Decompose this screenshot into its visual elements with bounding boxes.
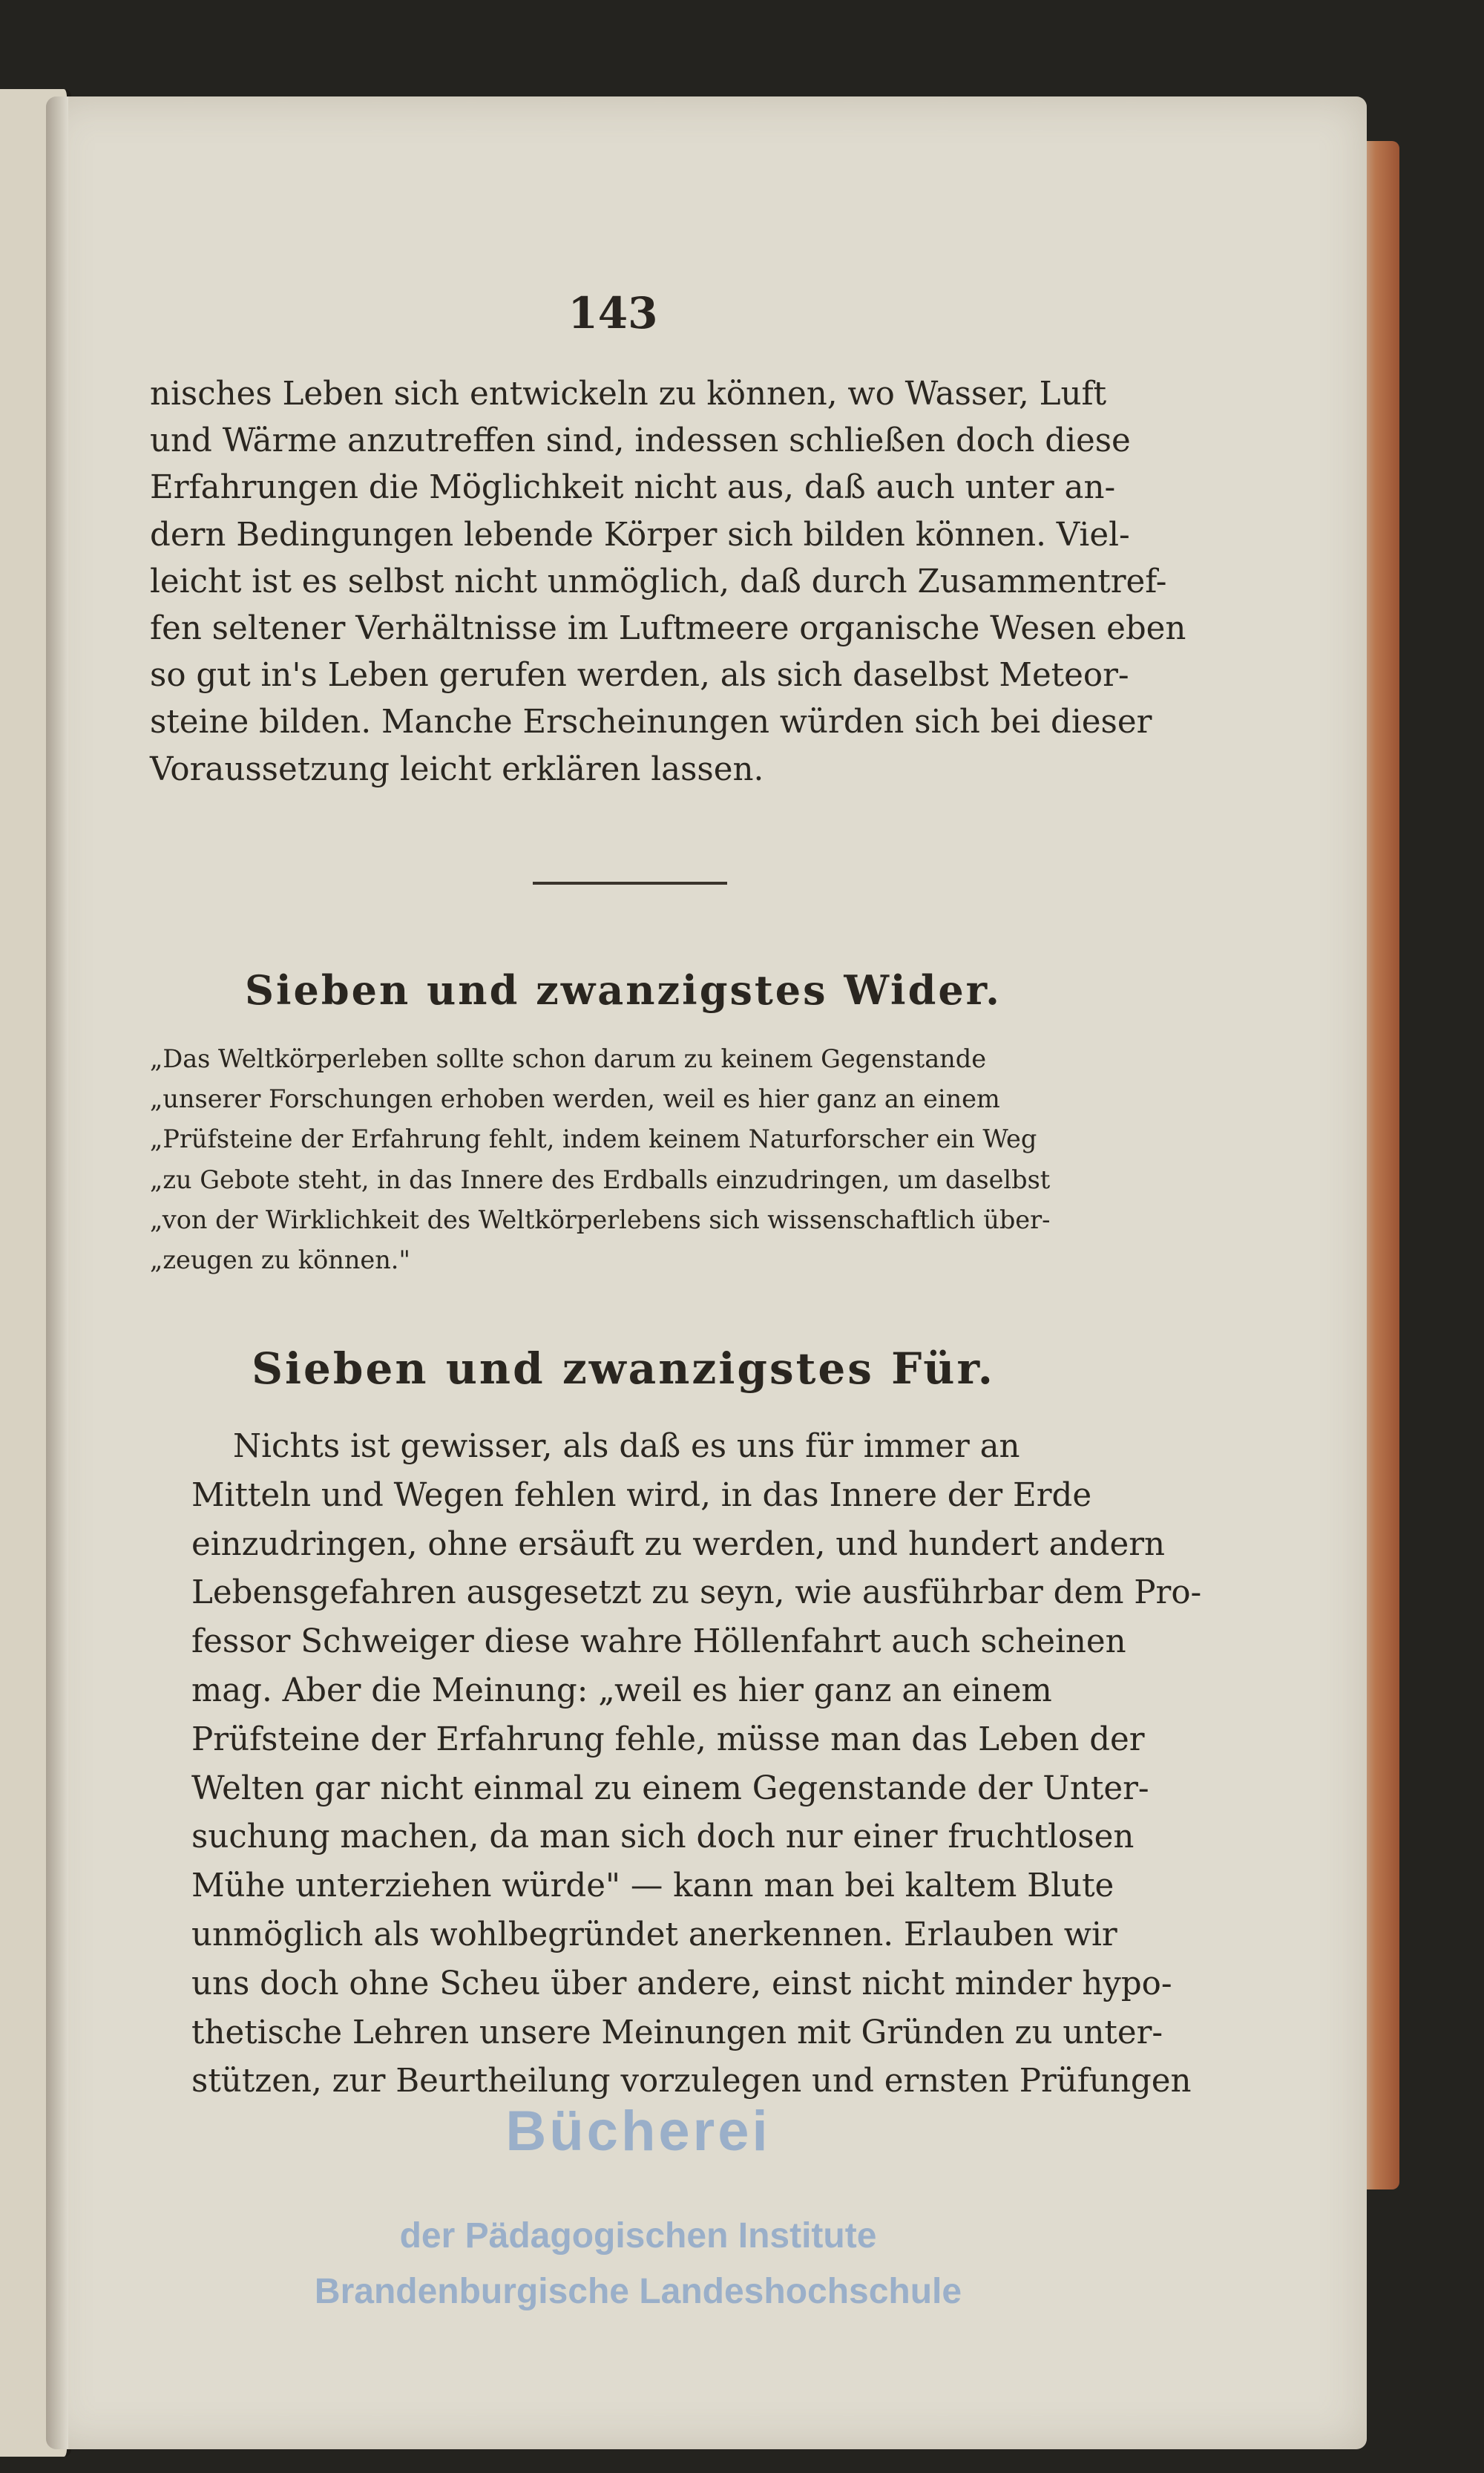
text-line: unmöglich als wohlbegründet anerkennen. Erlauben wir [191, 1916, 1117, 1953]
text-line: Nichts ist gewisser, als daß es uns für immer an [233, 1428, 1020, 1465]
text-line: Prüfsteine der Erfahrung fehle, müsse man das Leben der [191, 1720, 1145, 1758]
section-heading-fuer: Sieben und zwanzigstes Für. [252, 1343, 995, 1394]
library-stamp-title: Bücherei [505, 2100, 771, 2163]
text-line: mag. Aber die Meinung: „weil es hier ganz an einem [191, 1671, 1052, 1709]
text-line: fessor Schweiger diese wahre Höllenfahrt auch scheinen [191, 1623, 1126, 1661]
section-divider [533, 882, 727, 885]
text-line: Lebensgefahren ausgesetzt zu seyn, wie ausführbar dem Pro- [191, 1574, 1202, 1612]
text-line: einzudringen, ohne ersäuft zu werden, und hundert andern [191, 1525, 1166, 1563]
text-line: suchung machen, da man sich doch nur einer fruchtlosen [191, 1818, 1135, 1856]
quote-line: „zu Gebote steht, in das Innere des Erdballs einzudringen, um daselbst [150, 1165, 1051, 1194]
quote-line: „von der Wirklichkeit des Weltkörperlebens sich wissenschaftlich über- [150, 1205, 1051, 1234]
quote-line: „Das Weltkörperleben sollte schon darum zu keinem Gegenstande [150, 1044, 987, 1073]
page-number: 143 [568, 288, 658, 338]
text-line: thetische Lehren unsere Meinungen mit Gründen zu unter- [191, 2014, 1163, 2051]
quote-line: „Prüfsteine der Erfahrung fehlt, indem keinem Naturforscher ein Weg [150, 1124, 1037, 1154]
response-paragraph [150, 1423, 1202, 2106]
text-line: und Wärme anzutreffen sind, indessen schließen doch diese [150, 422, 1131, 460]
text-line: leicht ist es selbst nicht unmöglich, daß durch Zusammentref- [150, 563, 1167, 600]
quote-line: „unserer Forschungen erhoben werden, weil es hier ganz an einem [150, 1084, 1000, 1114]
library-stamp-institute: der Pädagogischen Institute [399, 2216, 877, 2256]
text-line: stützen, zur Beurtheilung vorzulegen und ernsten Prüfungen [191, 2063, 1192, 2100]
library-stamp-school: Brandenburgische Landeshochschule [314, 2272, 962, 2311]
text-line: so gut in's Leben gerufen werden, als sich daselbst Meteor- [150, 657, 1129, 695]
paragraph-continuation [150, 371, 1186, 793]
text-line: Mühe unterziehen würde" — kann man bei kaltem Blute [191, 1867, 1114, 1905]
quote-line: „zeugen zu können." [150, 1245, 410, 1275]
text-line: nisches Leben sich entwickeln zu können, wo Wasser, Luft [150, 376, 1107, 413]
objection-quote [150, 1039, 1114, 1280]
text-line: dern Bedingungen lebende Körper sich bilden können. Viel- [150, 516, 1130, 554]
text-line: Erfahrungen die Möglichkeit nicht aus, daß auch unter an- [150, 469, 1116, 507]
text-line: steine bilden. Manche Erscheinungen würden sich bei dieser [150, 704, 1152, 741]
text-line: uns doch ohne Scheu über andere, einst nicht minder hypo- [191, 1965, 1172, 2002]
text-line: Mitteln und Wegen fehlen wird, in das Innere der Erde [191, 1476, 1092, 1514]
section-heading-wider: Sieben und zwanzigstes Wider. [245, 966, 1002, 1014]
text-line: Voraussetzung leicht erklären lassen. [150, 750, 764, 788]
text-line: fen seltener Verhältnisse im Luftmeere organische Wesen eben [150, 610, 1186, 648]
page-gutter [46, 96, 68, 2449]
text-line: Welten gar nicht einmal zu einem Gegenstande der Unter- [191, 1769, 1149, 1807]
